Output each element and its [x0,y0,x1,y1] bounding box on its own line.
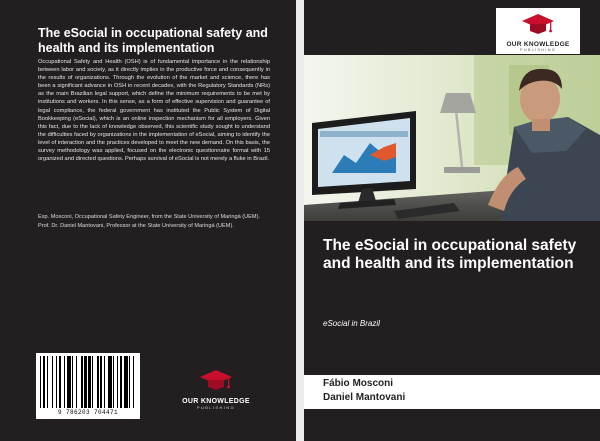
author-band [304,375,600,409]
publisher-tagline: PUBLISHING [196,405,236,410]
author-bio: Esp. Mosconi, Occupational Safety Engineer, from the State University of Maringá (UEM). [38,214,260,220]
graduation-cap-logo-icon [521,12,555,36]
author-name: Fábio Mosconi [323,378,393,389]
publisher-logo [496,8,580,54]
graduation-cap-logo-icon [199,368,233,392]
publisher-name: OUR KNOWLEDGE [182,398,250,405]
back-cover-title: The eSocial in occupational safety and health and its implementation [38,26,268,55]
front-cover [304,0,600,441]
author-name: Daniel Mantovani [323,392,406,403]
isbn-number: 9 786203 704471 [57,409,118,416]
book-title: The eSocial in occupational safety and health and its implementation [323,237,577,272]
publisher-logo [174,368,258,410]
barcode-icon [40,356,136,408]
back-cover-synopsis: Occupational Safety and Health (OSH) is of fundamental importance in the relationship between labor and society, as it directly implies in the productive force and consequently in the results of organizations. Through the evolution of the market and science, there has been a significant advance in OSH in recent decades, with the Regulatory Standards (NRs) as the main Brazilian legal support, which define the minimum requirements to be met by institutions and workers. In this sense, as a form of effective supervision and guarantee of legal compliance, the federal government has instituted the Public System of Digital Bookkeeping (eSocial), which is an online inspection mechanism for all employers. Given this fact, due to the lack of knowledge observed, this scientific study sought to understand the difficulties faced by organizations in the implementation of eSocial, aiming to identify the level of interaction and the practices developed to meet the new demand. On this basis, the survey methodology was applied, focused on the electronic questionnaire format with 15 organized and directed questions. Perhaps survival of eSocial is not merely a fluke in Brazil. [38,59,270,163]
isbn-barcode [36,353,140,419]
back-cover [0,0,296,441]
book-subtitle: eSocial in Brazil [323,319,380,328]
author-bios [38,213,274,231]
publisher-tagline: PUBLISHING [520,48,556,52]
spine [296,0,304,441]
cover-photo [304,55,600,221]
publisher-name: OUR KNOWLEDGE [506,41,570,48]
author-bio: Prof. Dr. Daniel Mantovani, Professor at the State University of Maringá (UEM). [38,223,234,229]
